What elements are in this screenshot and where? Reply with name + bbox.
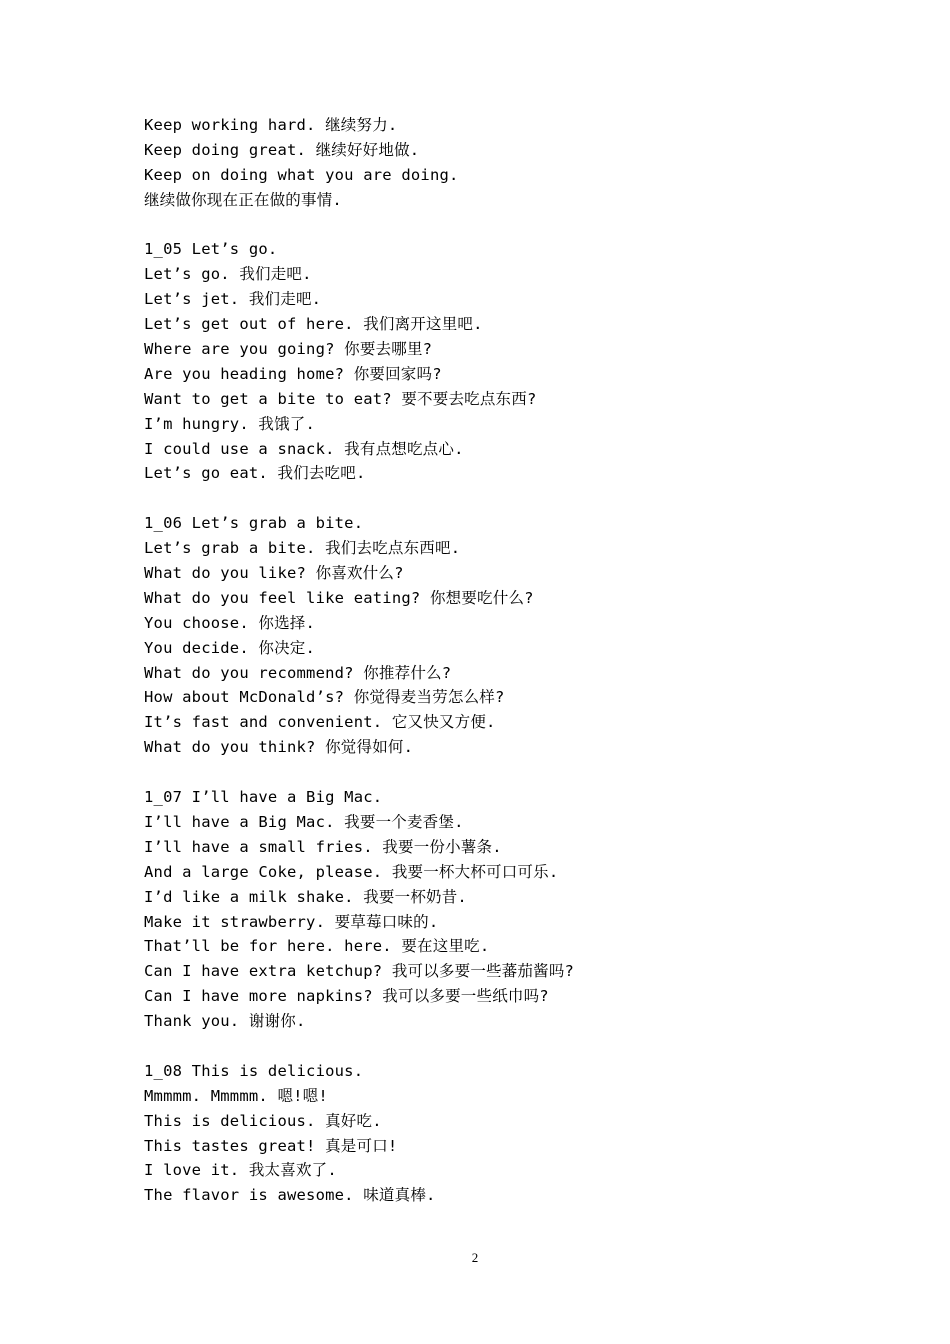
blank-line [144, 760, 844, 785]
section-heading: 1_05 Let’s go. [144, 240, 278, 259]
text-line: You decide. 你决定. [144, 638, 316, 657]
text-line: I’ll have a Big Mac. 我要一个麦香堡. [144, 812, 464, 831]
text-line: Can I have extra ketchup? 我可以多要一些蕃茄酱吗? [144, 962, 575, 981]
text-line: Want to get a bite to eat? 要不要去吃点东西? [144, 389, 537, 408]
text-line: Let’s jet. 我们走吧. [144, 290, 322, 309]
text-line: Let’s go eat. 我们去吃吧. [144, 464, 366, 483]
text-line: I love it. 我太喜欢了. [144, 1161, 337, 1180]
text-line: I could use a snack. 我有点想吃点心. [144, 439, 464, 458]
text-line: That’ll be for here. here. 要在这里吃. [144, 937, 490, 956]
text-line: Keep doing great. 继续好好地做. [144, 140, 420, 159]
text-line: Make it strawberry. 要草莓口味的. [144, 912, 439, 931]
blank-line [144, 213, 844, 238]
text-line: Keep working hard. 继续努力. [144, 116, 398, 134]
page-number: 2 [471, 1250, 479, 1265]
text-line: Where are you going? 你要去哪里? [144, 340, 433, 359]
text-line: And a large Coke, please. 我要一杯大杯可口可乐. [144, 862, 559, 881]
document-body [144, 113, 844, 1208]
blank-line [144, 1034, 844, 1059]
text-line: Thank you. 谢谢你. [144, 1012, 306, 1031]
text-line: What do you think? 你觉得如何. [144, 738, 414, 757]
text-line: It’s fast and convenient. 它又快又方便. [144, 713, 496, 732]
text-line: The flavor is awesome. 味道真棒. [144, 1186, 436, 1205]
text-line: I’d like a milk shake. 我要一杯奶昔. [144, 887, 467, 906]
text-line: Mmmmm. Mmmmm. 嗯!嗯! [144, 1086, 328, 1105]
text-line: You choose. 你选择. [144, 613, 316, 632]
section-heading: 1_07 I’ll have a Big Mac. [144, 788, 383, 807]
text-line: What do you feel like eating? 你想要吃什么? [144, 588, 534, 607]
text-line: What do you recommend? 你推荐什么? [144, 663, 452, 682]
text-line: I’ll have a small fries. 我要一份小薯条. [144, 837, 502, 856]
text-line: Let’s get out of here. 我们离开这里吧. [144, 315, 483, 334]
text-line: Let’s grab a bite. 我们去吃点东西吧. [144, 539, 461, 558]
text-line: What do you like? 你喜欢什么? [144, 564, 404, 583]
section-heading: 1_08 This is delicious. [144, 1061, 364, 1080]
text-line: I’m hungry. 我饿了. [144, 414, 316, 433]
text-line: Keep on doing what you are doing. [144, 165, 459, 184]
text-line: How about McDonald’s? 你觉得麦当劳怎么样? [144, 688, 505, 707]
text-line: Are you heading home? 你要回家吗? [144, 364, 442, 383]
text-line: This tastes great! 真是可口! [144, 1136, 398, 1155]
text-line: This is delicious. 真好吃. [144, 1111, 382, 1130]
blank-line [144, 486, 844, 511]
section-heading: 1_06 Let’s grab a bite. [144, 514, 364, 533]
text-line: 继续做你现在正在做的事情. [144, 190, 342, 209]
text-line: Can I have more napkins? 我可以多要一些纸巾吗? [144, 987, 549, 1006]
text-line: Let’s go. 我们走吧. [144, 265, 312, 284]
